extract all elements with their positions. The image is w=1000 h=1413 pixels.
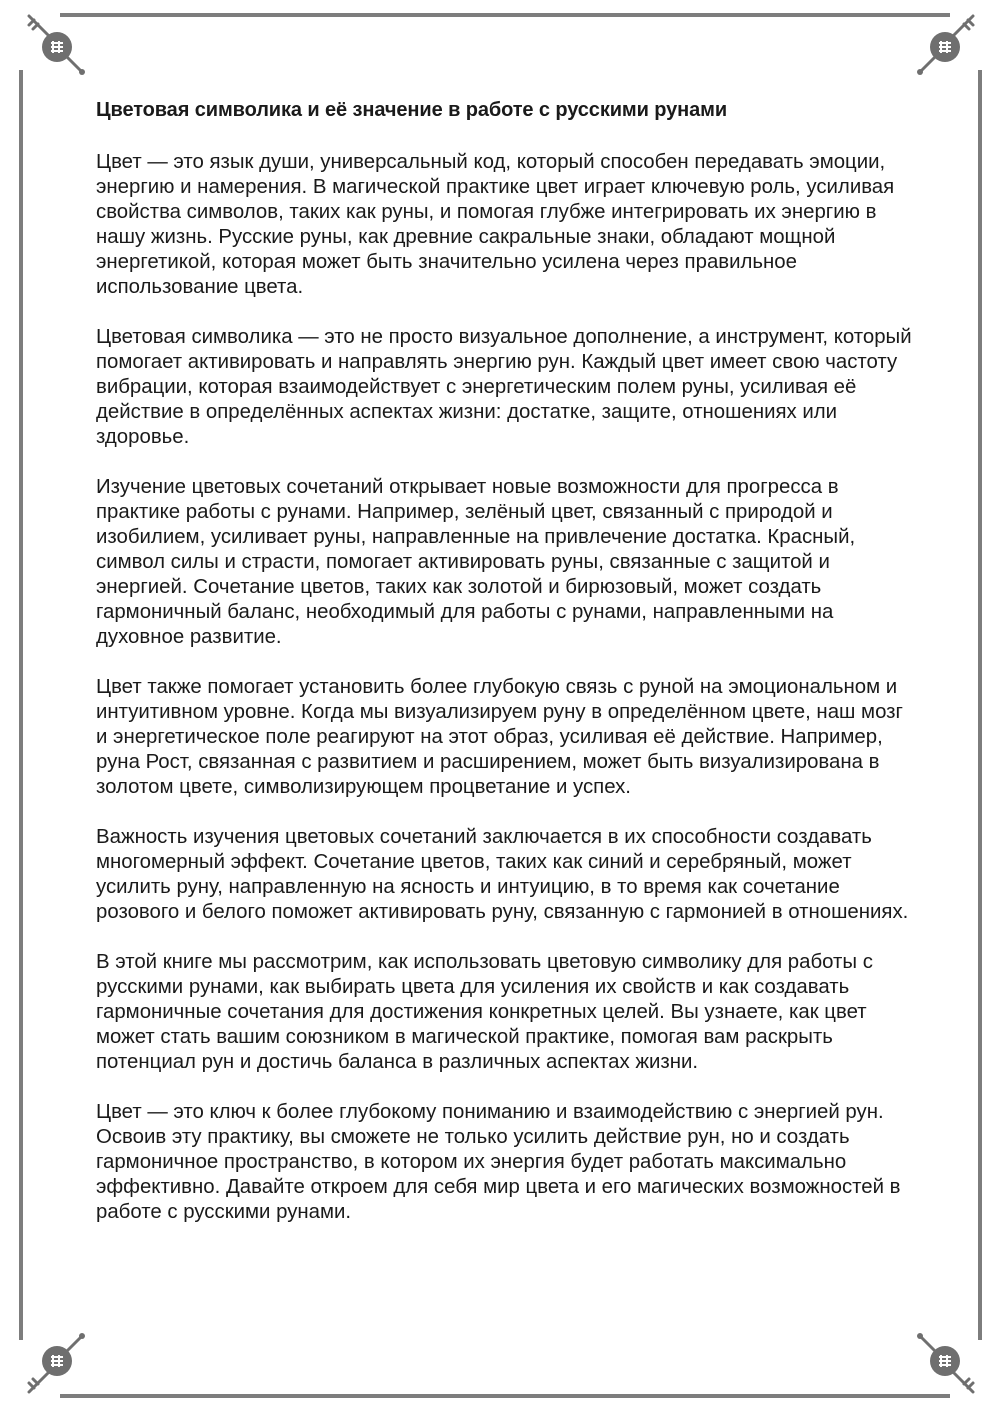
key-ornament-icon	[24, 1330, 88, 1394]
paragraph: Изучение цветовых сочетаний открывает новые возможности для прогресса в практике работы с рунами. Например, зелёный цвет, связанный с природой и изобилием, усиливает руны, направленные на привлечение достатка. Красный, символ силы и страсти, помогает активировать руны, связанные с защитой и энергией. Сочетание цветов, таких как золотой и бирюзовый, может создать гармоничный баланс, необходимый для работы с рунами, направленными на духовное развитие.	[96, 476, 856, 648]
page-title: Цветовая символика и её значение в работе с русскими рунами	[96, 99, 728, 121]
paragraph: Цвет также помогает установить более глубокую связь с руной на эмоциональном и интуитивном уровне. Когда мы визуализируем руну в определённом цвете, наш мозг и энергетическое поле реагируют на этот образ, усиливая её действие. Например, руна Рост, связанная с развитием и расширением, может быть визуализирована в золотом цвете, символизирующем процветание и успех.	[96, 676, 903, 798]
paragraph: Важность изучения цветовых сочетаний заключается в их способности создавать многомерный эффект. Сочетание цветов, таких как синий и серебряный, может усилить руну, направленную на ясность и интуицию, в то время как сочетание розового и белого поможет активировать руну, связанную с гармонией в отношениях.	[96, 826, 909, 923]
paragraph: Цвет — это язык души, универсальный код, который способен передавать эмоции, энергию и намерения. В магической практике цвет играет ключевую роль, усиливая свойства символов, таких как руны, и помогая глубже интегрировать их энергию в нашу жизнь. Русские руны, как древние сакральные знаки, обладают мощной энергетикой, которая может быть значительно усилена через правильное использование цвета.	[96, 151, 895, 298]
page-content	[96, 93, 918, 1250]
paragraph: Цветовая символика — это не просто визуальное дополнение, а инструмент, который помогает активировать и направлять энергию рун. Каждый цвет имеет свою частоту вибрации, которая взаимодействует с энергетическим полем руны, усиливая её действие в определённых аспектах жизни: достатке, защите, отношениях или здоровье.	[96, 326, 912, 448]
paragraph: Цвет — это ключ к более глубокому пониманию и взаимодействию с энергией рун. Освоив эту практику, вы сможете не только усилить действие рун, но и создать гармоничное пространство, в котором их энергия будет работать максимально эффективно. Давайте откроем для себя мир цвета и его магических возможностей в работе с русскими рунами.	[96, 1101, 901, 1223]
frame-left-border	[19, 70, 23, 1340]
frame-right-border	[978, 70, 982, 1340]
key-ornament-icon	[24, 14, 88, 78]
paragraph: В этой книге мы рассмотрим, как использовать цветовую символику для работы с русскими рунами, как выбирать цвета для усиления их свойств и как создавать гармоничные сочетания для достижения конкретных целей. Вы узнаете, как цвет может стать вашим союзником в магической практике, помогая вам раскрыть потенциал рун и достичь баланса в различных аспектах жизни.	[96, 951, 873, 1073]
frame-top-border	[60, 13, 950, 17]
key-ornament-icon	[914, 14, 978, 78]
key-ornament-icon	[914, 1330, 978, 1394]
frame-bottom-border	[60, 1394, 950, 1398]
